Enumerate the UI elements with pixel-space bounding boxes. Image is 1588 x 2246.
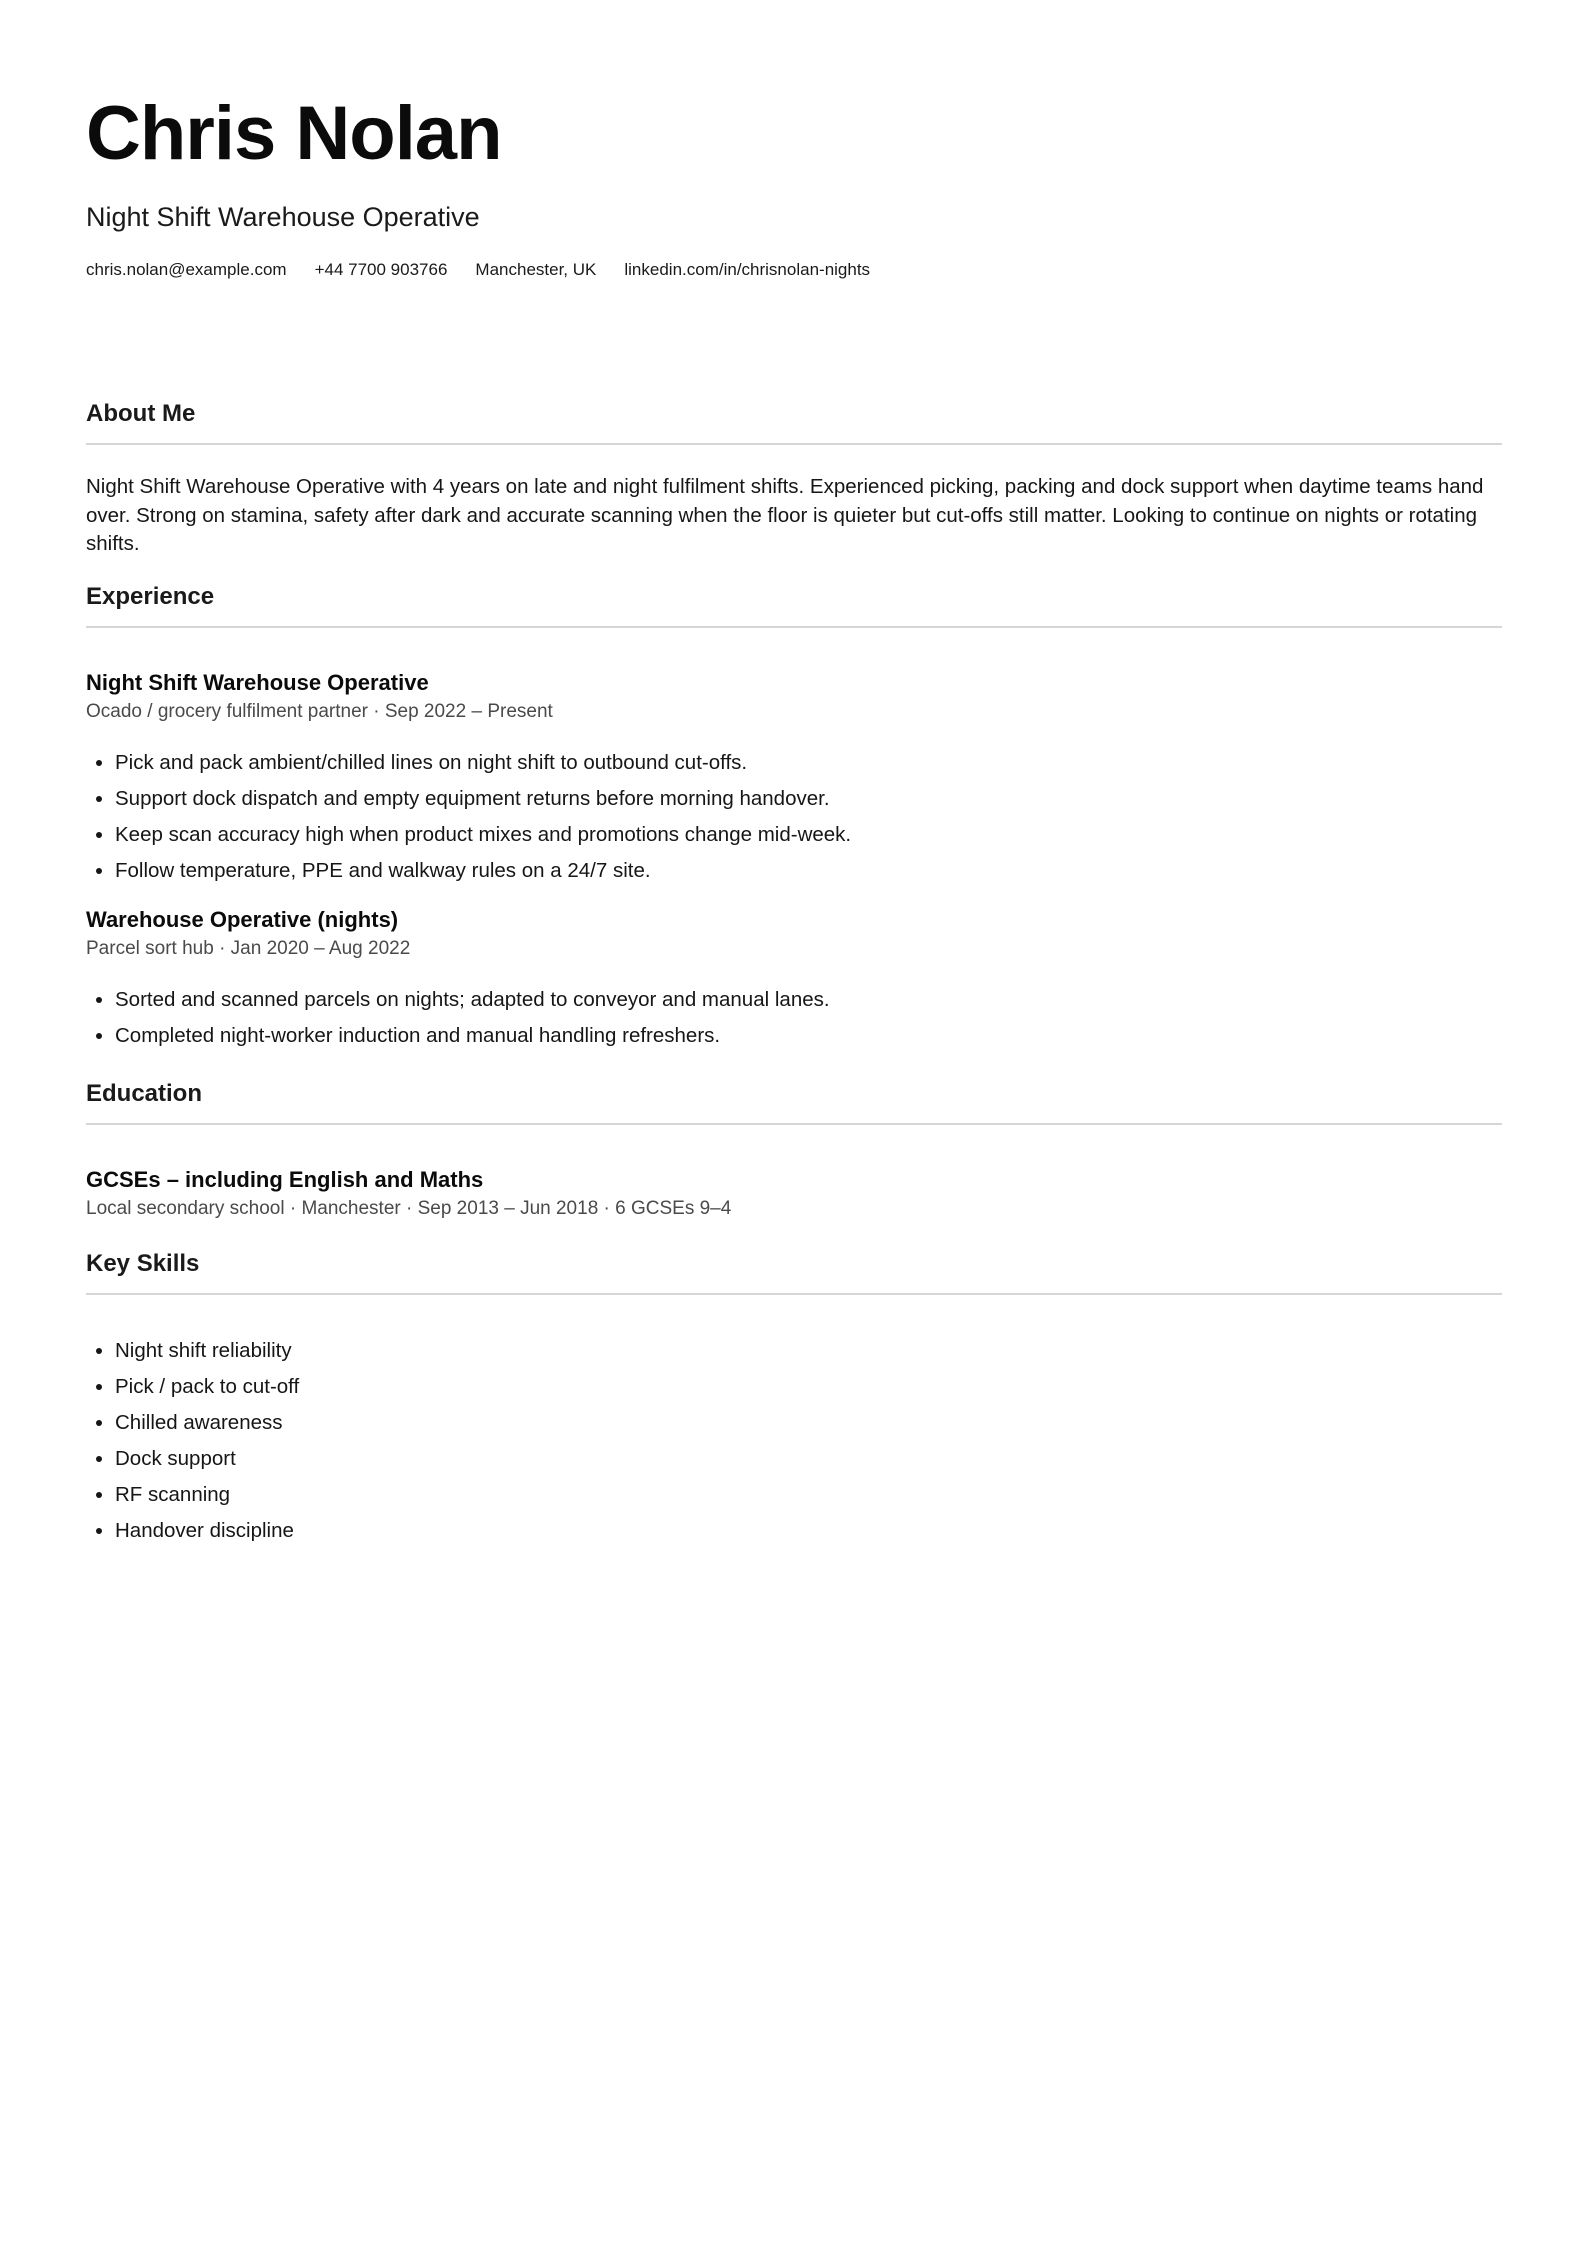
section-divider: [86, 443, 1502, 445]
job-bullet: • Follow temperature, PPE and walkway rules on a 24/7 site.: [115, 853, 1502, 889]
skill-item: • Night shift reliability: [115, 1333, 1502, 1369]
job-meta: Ocado / grocery fulfilment partner · Sep 2022 – Present: [86, 700, 553, 722]
job-bullets: [86, 982, 1502, 1054]
experience-section: [86, 582, 1502, 1054]
job-bullet: • Sorted and scanned parcels on nights; adapted to conveyor and manual lanes.: [115, 982, 1502, 1018]
education-section: [86, 1079, 1502, 1219]
contact-linkedin: linkedin.com/in/chrisnolan-nights: [624, 260, 871, 279]
job-entry: [86, 669, 1502, 889]
contact-location: Manchester, UK: [475, 260, 597, 279]
skill-item: • Dock support: [115, 1441, 1502, 1477]
resume-header: [86, 91, 1502, 279]
skill-item: • Pick / pack to cut-off: [115, 1369, 1502, 1405]
skill-item: • RF scanning: [115, 1477, 1502, 1513]
education-title: Education: [86, 1079, 203, 1107]
job-bullet: • Pick and pack ambient/chilled lines on night shift to outbound cut-offs.: [115, 745, 1502, 781]
skills-list: [86, 1333, 1502, 1549]
skill-item: • Chilled awareness: [115, 1405, 1502, 1441]
education-qualification: GCSEs – including English and Maths: [86, 1166, 484, 1192]
education-entry: [86, 1166, 1502, 1219]
candidate-name: Chris Nolan: [86, 91, 502, 176]
about-text: Night Shift Warehouse Operative with 4 years on late and night fulfilment shifts. Experienced picking, packing and dock support when daytime teams hand over. Strong on stamina, safety after dark and accurate scanning when the floor is quieter but cut-offs still matter. Looking to continue on nights or rotating shifts.: [86, 475, 1484, 555]
contact-email: chris.nolan@example.com: [86, 260, 287, 279]
experience-title: Experience: [86, 582, 215, 610]
section-divider: [86, 1123, 1502, 1125]
skill-item: • Handover discipline: [115, 1513, 1502, 1549]
contact-line: [86, 261, 1502, 278]
skills-title: Key Skills: [86, 1249, 200, 1277]
job-bullet: • Support dock dispatch and empty equipment returns before morning handover.: [115, 781, 1502, 817]
skills-section: [86, 1249, 1502, 1549]
contact-phone: +44 7700 903766: [314, 260, 448, 279]
section-divider: [86, 1293, 1502, 1295]
about-title: About Me: [86, 400, 196, 427]
job-title: Warehouse Operative (nights): [86, 906, 399, 932]
job-bullet: • Completed night-worker induction and manual handling refreshers.: [115, 1018, 1502, 1054]
job-meta: Parcel sort hub · Jan 2020 – Aug 2022: [86, 937, 411, 959]
section-divider: [86, 626, 1502, 628]
job-title: Night Shift Warehouse Operative: [86, 669, 429, 695]
education-meta: Local secondary school · Manchester · Sep 2013 – Jun 2018 · 6 GCSEs 9–4: [86, 1197, 732, 1219]
job-bullets: [86, 745, 1502, 889]
about-section: [86, 402, 1502, 559]
job-bullet: • Keep scan accuracy high when product mixes and promotions change mid-week.: [115, 817, 1502, 853]
candidate-headline: Night Shift Warehouse Operative: [86, 202, 480, 232]
job-entry: [86, 906, 1502, 1054]
